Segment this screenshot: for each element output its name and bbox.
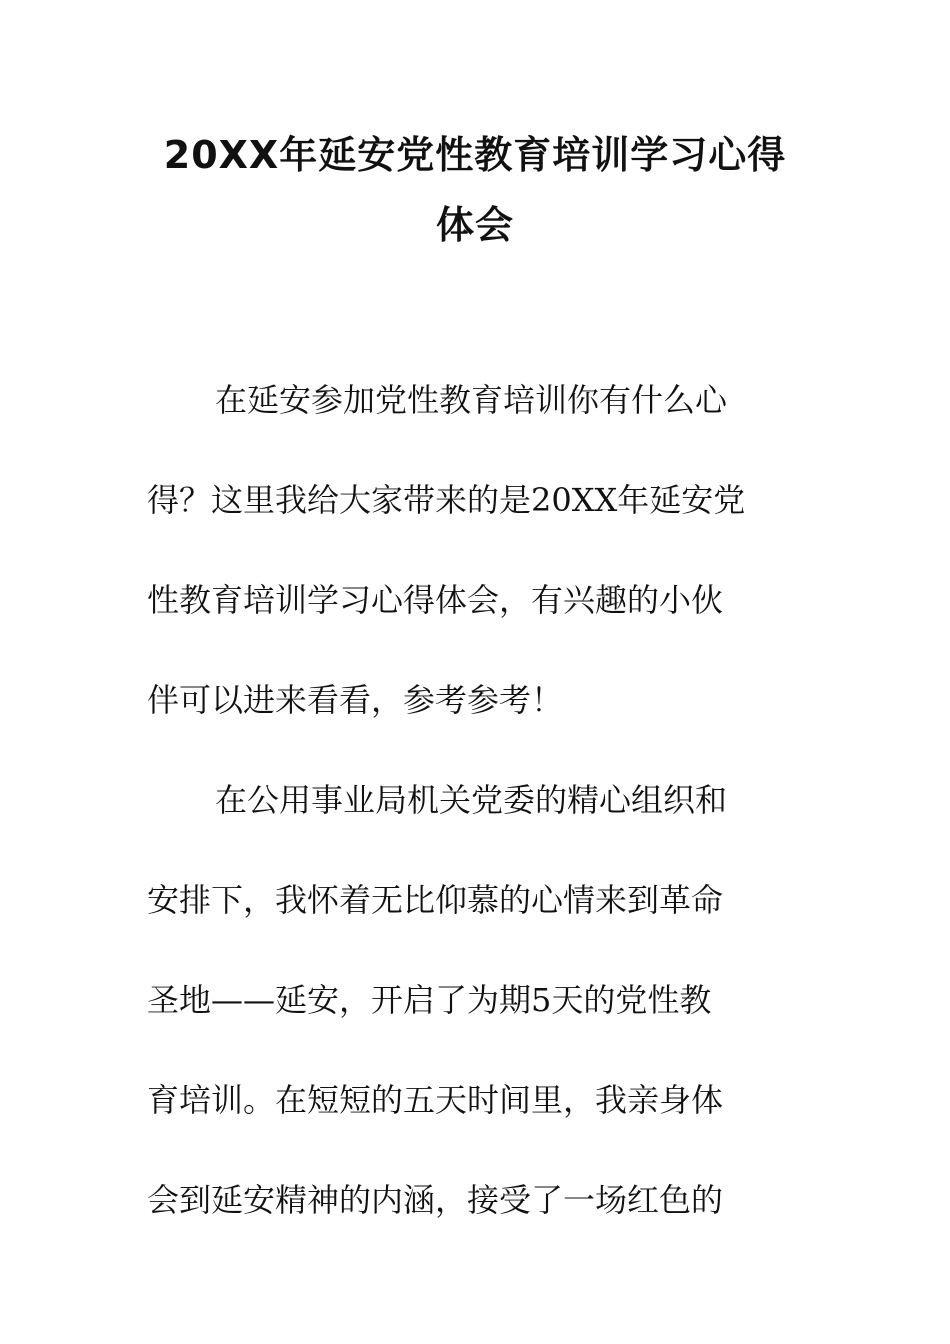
document-title xyxy=(150,120,800,260)
paragraph-1-line-2: 得？这里我给大家带来的是20XX年延安党 xyxy=(147,481,746,519)
paragraph-2-line-4: 育培训。在短短的五天时间里，我亲身体 xyxy=(147,1081,724,1119)
paragraph-1-line-1: 在延安参加党性教育培训你有什么心 xyxy=(215,381,728,419)
paragraph-1-line-4: 伴可以进来看看，参考参考！ xyxy=(147,681,564,719)
paragraph-2-line-3: 圣地——延安，开启了为期5天的党性教 xyxy=(147,981,712,1019)
document-body xyxy=(147,350,797,1250)
title-line-2: 体会 xyxy=(435,203,514,247)
paragraph-2-line-2: 安排下，我怀着无比仰慕的心情来到革命 xyxy=(147,881,724,919)
paragraph-2-line-1: 在公用事业局机关党委的精心组织和 xyxy=(215,781,728,819)
paragraph-1-line-3: 性教育培训学习心得体会，有兴趣的小伙 xyxy=(147,581,724,619)
title-line-1: 20XX年延安党性教育培训学习心得 xyxy=(163,133,787,177)
paragraph-2-line-5: 会到延安精神的内涵，接受了一场红色的 xyxy=(147,1181,724,1219)
